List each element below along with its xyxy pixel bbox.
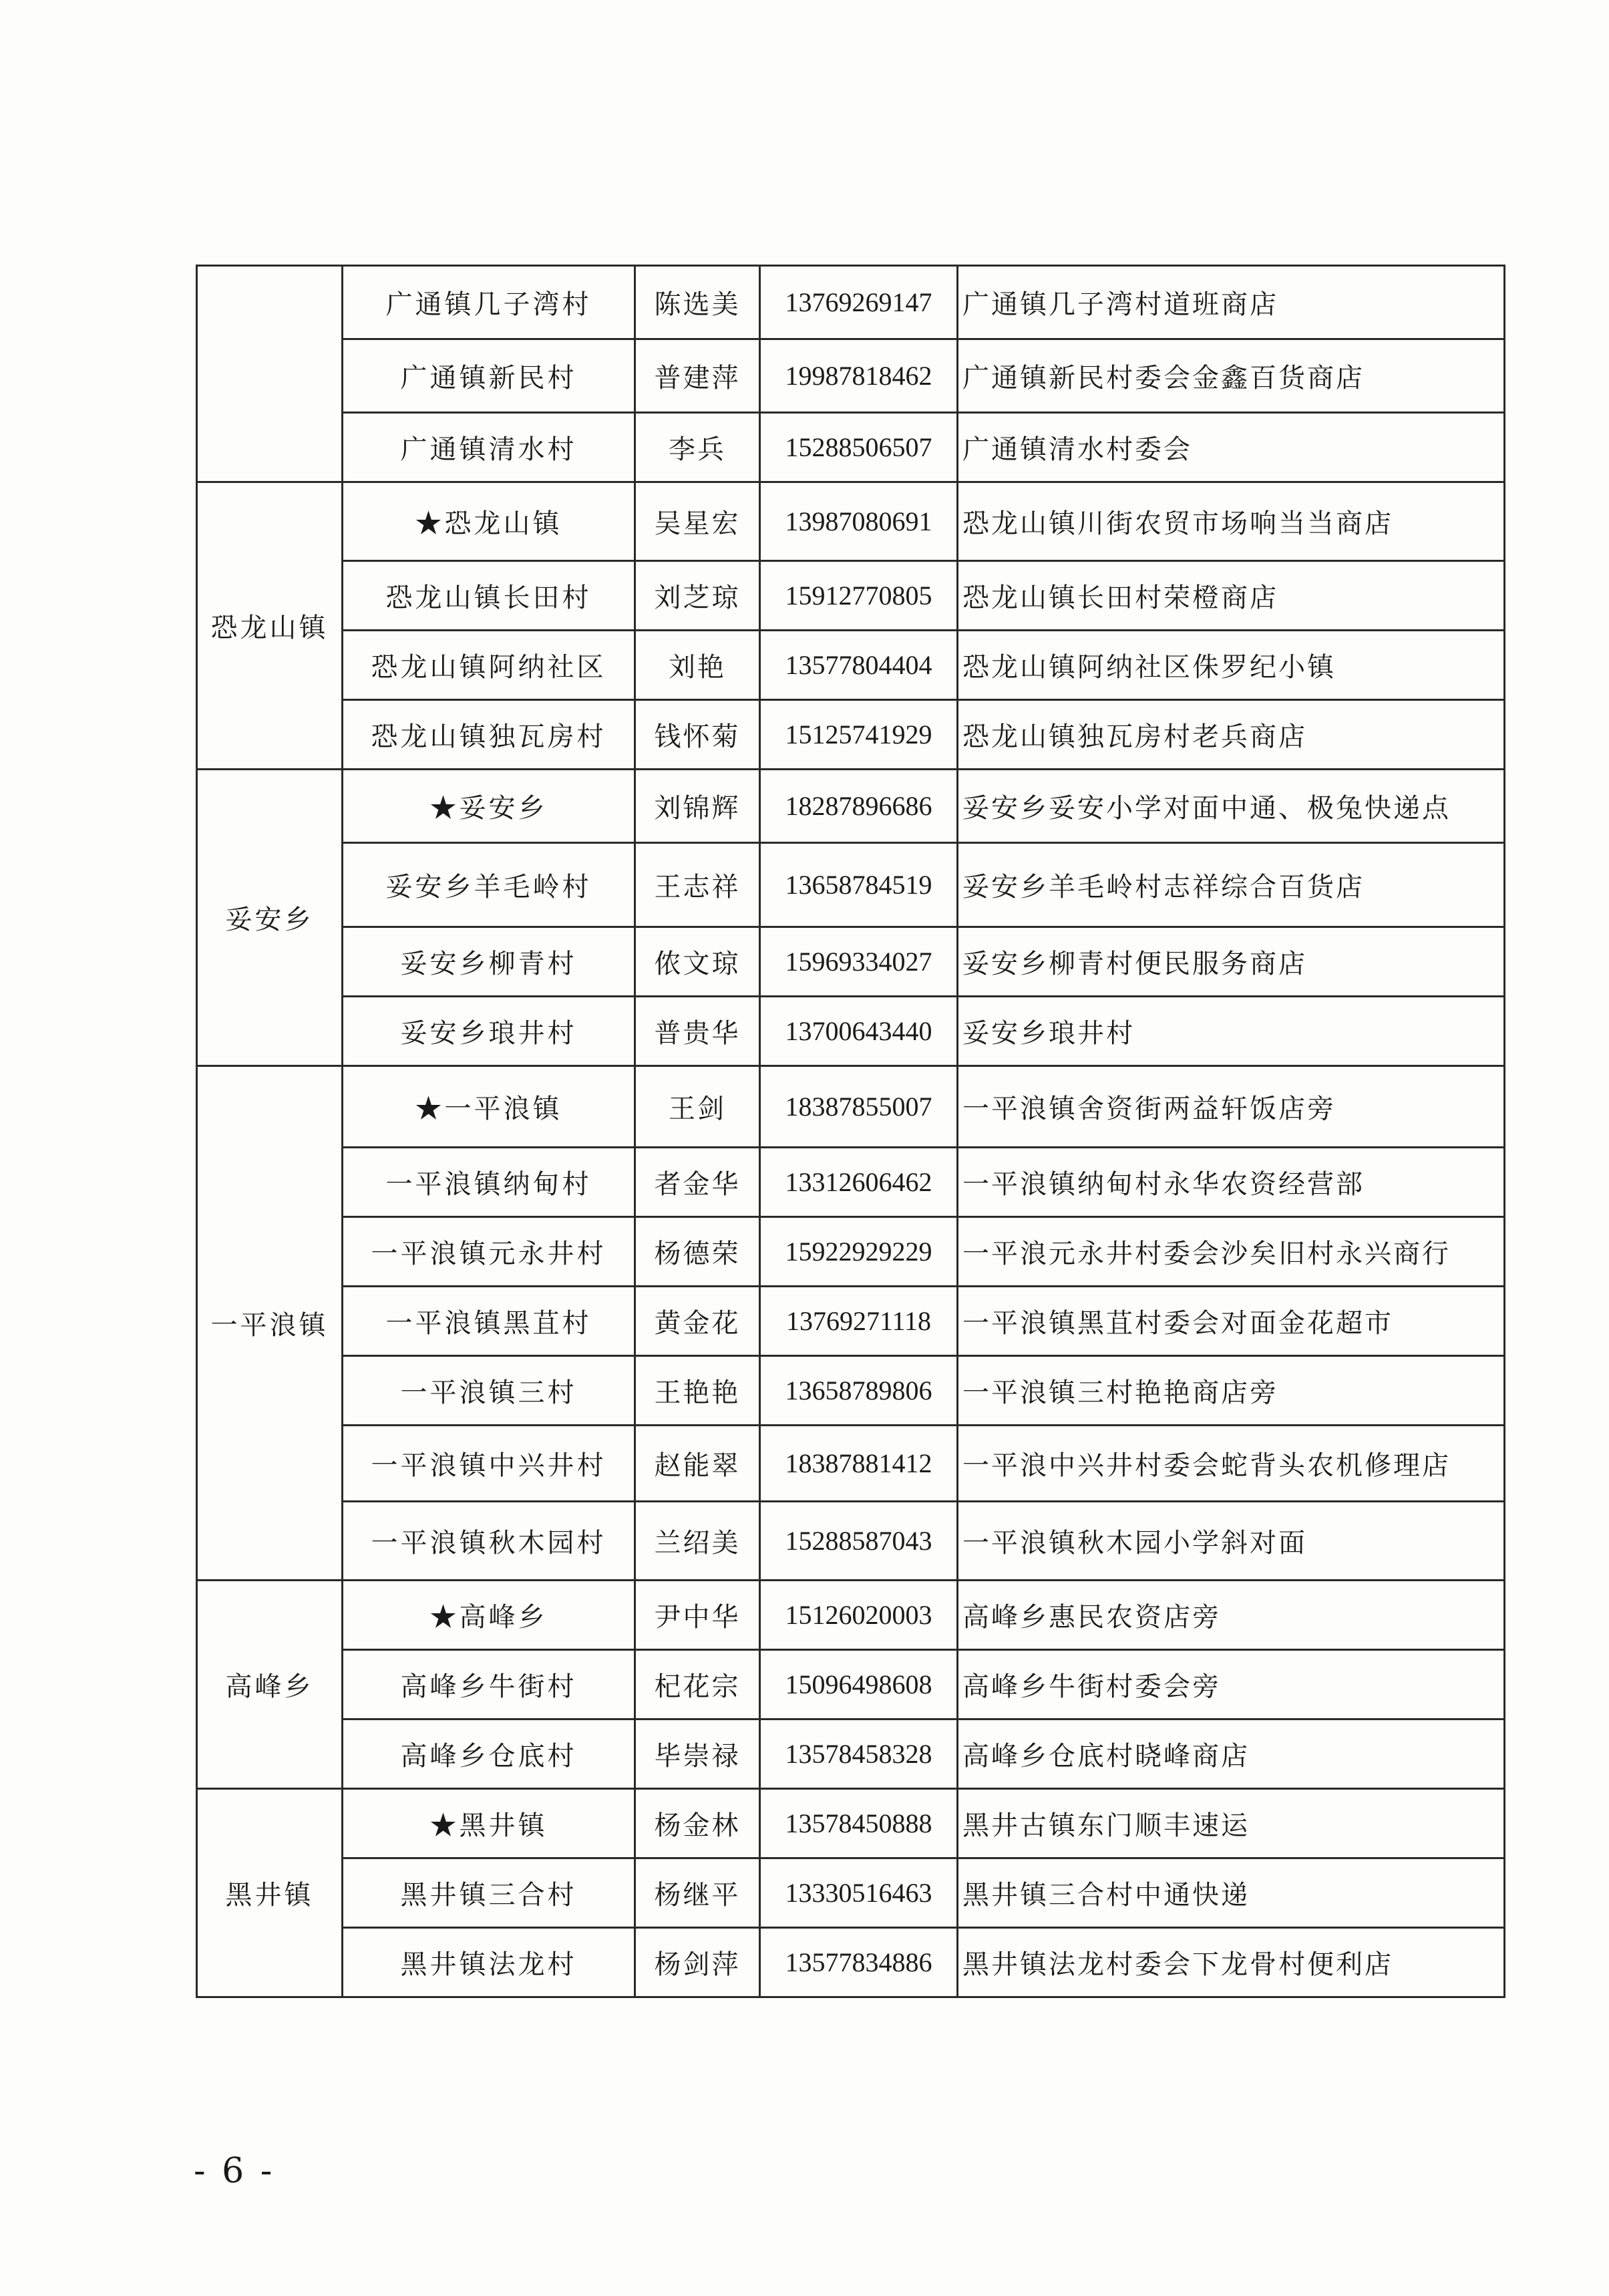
table-row xyxy=(197,1287,1505,1356)
site-address-cell: 恐龙山镇长田村荣橙商店 xyxy=(958,561,1505,631)
table-row xyxy=(197,1719,1505,1789)
site-address-cell: 高峰乡仓底村晓峰商店 xyxy=(958,1719,1505,1789)
site-address-cell: 妥安乡柳青村便民服务商店 xyxy=(958,927,1505,997)
table-row xyxy=(197,1148,1505,1217)
contact-name-cell: 王剑 xyxy=(635,1066,760,1148)
village-cell: 一平浪镇元永井村 xyxy=(343,1217,635,1287)
village-cell: 一平浪镇三村 xyxy=(343,1356,635,1426)
site-address-cell: 广通镇清水村委会 xyxy=(958,413,1505,482)
contact-name-cell: 侬文琼 xyxy=(635,927,760,997)
phone-cell: 13700643440 xyxy=(760,997,958,1066)
table-row xyxy=(197,1502,1505,1581)
table-row xyxy=(197,927,1505,997)
contact-name-cell: 普贵华 xyxy=(635,997,760,1066)
village-cell: 妥安乡羊毛岭村 xyxy=(343,843,635,927)
town-cell: 一平浪镇 xyxy=(197,1066,343,1581)
contact-name-cell: 杨剑萍 xyxy=(635,1928,760,1997)
village-cell: ★一平浪镇 xyxy=(343,1066,635,1148)
table-row xyxy=(197,1217,1505,1287)
village-cell: 恐龙山镇阿纳社区 xyxy=(343,631,635,700)
phone-cell: 18387855007 xyxy=(760,1066,958,1148)
village-cell: 广通镇新民村 xyxy=(343,339,635,413)
site-address-cell: 妥安乡琅井村 xyxy=(958,997,1505,1066)
phone-cell: 15096498608 xyxy=(760,1650,958,1719)
village-cell: 恐龙山镇长田村 xyxy=(343,561,635,631)
village-cell: 一平浪镇秋木园村 xyxy=(343,1502,635,1581)
phone-cell: 13987080691 xyxy=(760,482,958,561)
site-address-cell: 一平浪镇舍资街两益轩饭店旁 xyxy=(958,1066,1505,1148)
village-cell: 一平浪镇纳甸村 xyxy=(343,1148,635,1217)
village-cell: 高峰乡仓底村 xyxy=(343,1719,635,1789)
phone-cell: 15912770805 xyxy=(760,561,958,631)
contact-name-cell: 者金华 xyxy=(635,1148,760,1217)
contact-name-cell: 钱怀菊 xyxy=(635,700,760,770)
table-row xyxy=(197,843,1505,927)
table-row xyxy=(197,1426,1505,1502)
site-address-cell: 妥安乡妥安小学对面中通、极兔快递点 xyxy=(958,770,1505,843)
table-body xyxy=(197,266,1505,1997)
site-address-cell: 恐龙山镇阿纳社区侏罗纪小镇 xyxy=(958,631,1505,700)
site-address-cell: 一平浪中兴井村委会蛇背头农机修理店 xyxy=(958,1426,1505,1502)
village-cell: ★恐龙山镇 xyxy=(343,482,635,561)
phone-cell: 15969334027 xyxy=(760,927,958,997)
contact-name-cell: 杨金林 xyxy=(635,1789,760,1858)
contact-name-cell: 普建萍 xyxy=(635,339,760,413)
village-cell: 广通镇几子湾村 xyxy=(343,266,635,339)
phone-cell: 13577834886 xyxy=(760,1928,958,1997)
town-cell: 黑井镇 xyxy=(197,1789,343,1997)
phone-cell: 13312606462 xyxy=(760,1148,958,1217)
village-cell: 黑井镇法龙村 xyxy=(343,1928,635,1997)
phone-cell: 15922929229 xyxy=(760,1217,958,1287)
table-row xyxy=(197,770,1505,843)
table-row xyxy=(197,413,1505,482)
table-row xyxy=(197,1066,1505,1148)
village-cell: 黑井镇三合村 xyxy=(343,1858,635,1928)
site-address-cell: 一平浪镇秋木园小学斜对面 xyxy=(958,1502,1505,1581)
phone-cell: 13769269147 xyxy=(760,266,958,339)
village-cell: 一平浪镇黑苴村 xyxy=(343,1287,635,1356)
contact-name-cell: 杞花宗 xyxy=(635,1650,760,1719)
site-address-cell: 广通镇几子湾村道班商店 xyxy=(958,266,1505,339)
phone-cell: 15125741929 xyxy=(760,700,958,770)
phone-cell: 13577804404 xyxy=(760,631,958,700)
site-address-cell: 高峰乡惠民农资店旁 xyxy=(958,1581,1505,1650)
site-address-cell: 黑井古镇东门顺丰速运 xyxy=(958,1789,1505,1858)
town-cell: 高峰乡 xyxy=(197,1581,343,1789)
phone-cell: 13658789806 xyxy=(760,1356,958,1426)
site-address-cell: 恐龙山镇川街农贸市场响当当商店 xyxy=(958,482,1505,561)
site-address-cell: 广通镇新民村委会金鑫百货商店 xyxy=(958,339,1505,413)
site-address-cell: 一平浪镇三村艳艳商店旁 xyxy=(958,1356,1505,1426)
table-row xyxy=(197,339,1505,413)
phone-cell: 13578458328 xyxy=(760,1719,958,1789)
table-row xyxy=(197,482,1505,561)
phone-cell: 13769271118 xyxy=(760,1287,958,1356)
phone-cell: 15288587043 xyxy=(760,1502,958,1581)
table-row xyxy=(197,561,1505,631)
contact-name-cell: 毕崇禄 xyxy=(635,1719,760,1789)
phone-cell: 15288506507 xyxy=(760,413,958,482)
site-address-cell: 一平浪镇纳甸村永华农资经营部 xyxy=(958,1148,1505,1217)
village-cell: ★黑井镇 xyxy=(343,1789,635,1858)
site-address-cell: 黑井镇法龙村委会下龙骨村便利店 xyxy=(958,1928,1505,1997)
contact-name-cell: 杨德荣 xyxy=(635,1217,760,1287)
table-row xyxy=(197,266,1505,339)
site-address-cell: 黑井镇三合村中通快递 xyxy=(958,1858,1505,1928)
table-row xyxy=(197,1356,1505,1426)
phone-cell: 18287896686 xyxy=(760,770,958,843)
table-row xyxy=(197,1789,1505,1858)
contact-name-cell: 刘锦辉 xyxy=(635,770,760,843)
contact-name-cell: 王艳艳 xyxy=(635,1356,760,1426)
village-cell: 广通镇清水村 xyxy=(343,413,635,482)
contact-name-cell: 吴星宏 xyxy=(635,482,760,561)
table-row xyxy=(197,631,1505,700)
table-row xyxy=(197,1928,1505,1997)
phone-cell: 19987818462 xyxy=(760,339,958,413)
table-row xyxy=(197,1858,1505,1928)
site-address-cell: 高峰乡牛街村委会旁 xyxy=(958,1650,1505,1719)
site-address-cell: 妥安乡羊毛岭村志祥综合百货店 xyxy=(958,843,1505,927)
phone-cell: 13658784519 xyxy=(760,843,958,927)
contact-name-cell: 赵能翠 xyxy=(635,1426,760,1502)
town-cell xyxy=(197,266,343,482)
village-cell: 高峰乡牛街村 xyxy=(343,1650,635,1719)
site-address-cell: 恐龙山镇独瓦房村老兵商店 xyxy=(958,700,1505,770)
village-cell: 一平浪镇中兴井村 xyxy=(343,1426,635,1502)
contact-name-cell: 杨继平 xyxy=(635,1858,760,1928)
contact-name-cell: 王志祥 xyxy=(635,843,760,927)
phone-cell: 13578450888 xyxy=(760,1789,958,1858)
table-row xyxy=(197,1581,1505,1650)
contact-name-cell: 刘芝琼 xyxy=(635,561,760,631)
table-row xyxy=(197,997,1505,1066)
contact-name-cell: 陈选美 xyxy=(635,266,760,339)
site-address-cell: 一平浪元永井村委会沙矣旧村永兴商行 xyxy=(958,1217,1505,1287)
contact-name-cell: 李兵 xyxy=(635,413,760,482)
contact-name-cell: 尹中华 xyxy=(635,1581,760,1650)
phone-cell: 18387881412 xyxy=(760,1426,958,1502)
village-cell: 妥安乡琅井村 xyxy=(343,997,635,1066)
contact-name-cell: 兰绍美 xyxy=(635,1502,760,1581)
site-address-cell: 一平浪镇黑苴村委会对面金花超市 xyxy=(958,1287,1505,1356)
village-cell: 妥安乡柳青村 xyxy=(343,927,635,997)
contact-table xyxy=(196,265,1505,1998)
phone-cell: 13330516463 xyxy=(760,1858,958,1928)
town-cell: 恐龙山镇 xyxy=(197,482,343,770)
contact-name-cell: 刘艳 xyxy=(635,631,760,700)
village-cell: ★妥安乡 xyxy=(343,770,635,843)
phone-cell: 15126020003 xyxy=(760,1581,958,1650)
town-cell: 妥安乡 xyxy=(197,770,343,1066)
page-number: - 6 - xyxy=(194,2151,275,2191)
village-cell: ★高峰乡 xyxy=(343,1581,635,1650)
table-row xyxy=(197,1650,1505,1719)
contact-name-cell: 黄金花 xyxy=(635,1287,760,1356)
table-row xyxy=(197,700,1505,770)
village-cell: 恐龙山镇独瓦房村 xyxy=(343,700,635,770)
